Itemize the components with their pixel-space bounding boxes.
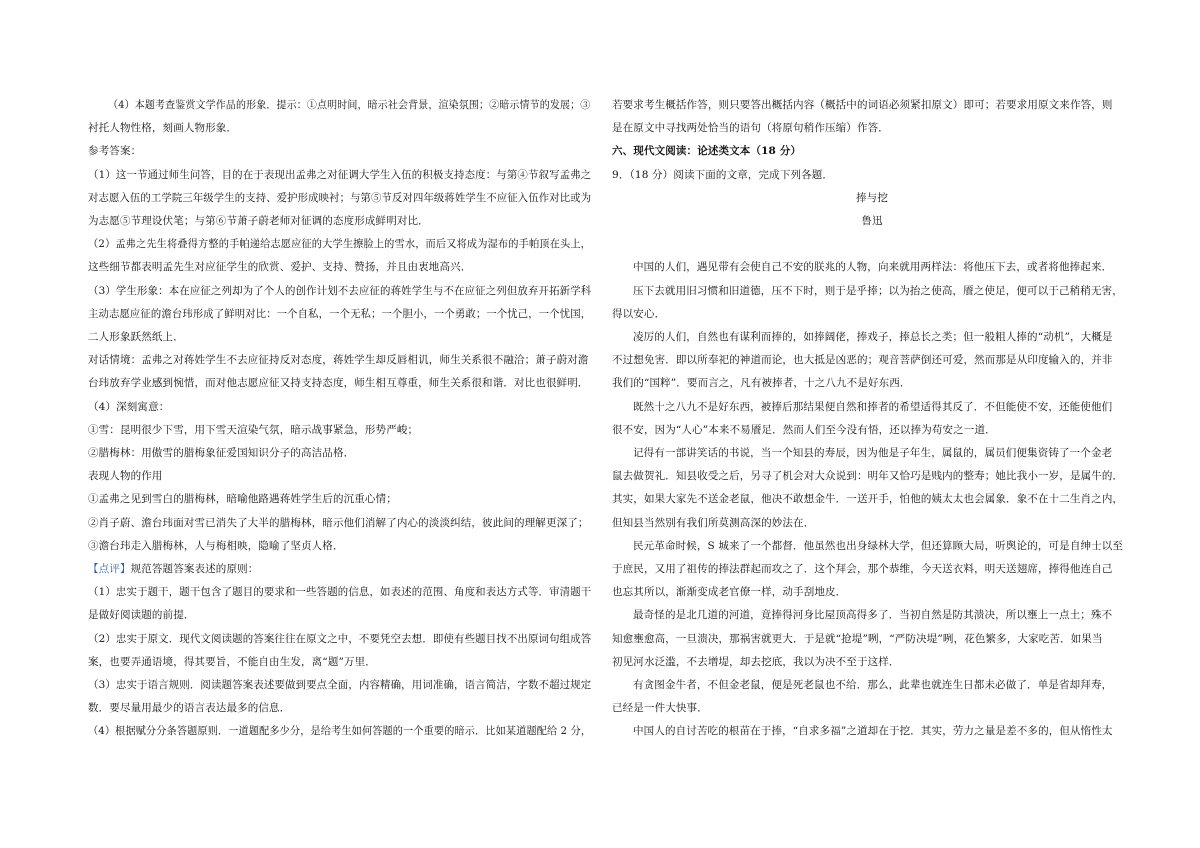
paragraph-line: 知愈壅愈高，一旦溃决，那祸害就更大．于是就“抢堤”咧，“严防决堤”咧，花色繁多，大家吃苦．如果当	[612, 632, 1103, 645]
continued-line: 若要求考生概括作答，则只要答出概括内容（概括中的词语必须紧扣原文）即可；若要求用原文来作答，则	[612, 99, 1113, 111]
rule-2-line: （2）忠实于原文．现代文阅读题的答案往往在原文之中，不要凭空去想．即使有些题目找不出原词句组成答	[88, 632, 592, 645]
paragraph-line: 但知县当然别有我们所莫测高深的妙法在．	[612, 516, 815, 529]
paragraph-line: 记得有一部讲笑话的书说，当一个知县的寿辰，因为他是子年生，属鼠的，属员们便集资铸了一个金老	[633, 447, 1113, 460]
question-9-prompt: 9．（18 分）阅读下面的文章，完成下列各题．	[612, 168, 834, 181]
answer-1-line: （1）这一节通过师生问答，目的在于表现出孟弗之对征调大学生入伍的积极支持态度：与第④节叙写孟弗之	[88, 168, 592, 181]
rule-1-line: 是做好阅读题的前提．	[88, 609, 195, 622]
article-title: 捧与挖	[856, 191, 888, 204]
section-title: 六、现代文阅读：论述类文本（18 分）	[612, 145, 802, 158]
paragraph-line: 既然十之八九不是好东西，被捧后那结果便自然和捧者的希望适得其反了．不但能使不安，还能使他们	[633, 400, 1113, 413]
reference-answer-heading: 参考答案：	[88, 145, 142, 158]
paragraph-line: 得以安心．	[612, 307, 666, 320]
paragraph-line: 民元革命时候，S 城来了一个都督．他虽然也出身绿林大学，但还算顾大局，听舆论的，可是自绅士以至	[633, 539, 1124, 552]
answer-3-line: 对话情境：孟弗之对蒋姓学生不去应征持反对态度，蒋姓学生却反唇相讥，师生关系很不融洽；萧子蔚对澹	[88, 354, 589, 367]
paragraph-line: 已经是一件大快事．	[612, 702, 708, 715]
rule-3-line: （3）忠实于语言规则．阅读题答案表述要做到要点全面，内容精确，用词准确，语言简洁，字数不超过规定	[88, 679, 592, 692]
article-column	[612, 94, 1132, 744]
paragraph-line: 也忘其所以，渐渐变成老官僚一样，动手刮地皮．	[612, 586, 847, 599]
paragraph-line: 初见河水泛滥，不去增堤，却去挖底，我以为决不至于这样．	[612, 655, 900, 668]
answer-3-line: 台玮放弃学业感到惋惜，而对他志愿应征又持支持态度，师生相互尊重，师生关系很和谐．对比也很鲜明．	[88, 377, 589, 390]
paragraph-line: 我们的“国粹”．要而言之，凡有被捧者，十之八九不是好东西．	[612, 377, 911, 390]
q4-note-line: （4）本题考查鉴赏文学作品的形象．提示：①点明时间，暗示社会背景，渲染氛围；②暗示情节的发展；③	[107, 99, 591, 111]
rule-4-line: （4）根据赋分分条答题原则．一道题配多少分，是给考生如何答题的一个重要的暗示．比如某道题配给 2 分，	[88, 725, 592, 738]
answer-4-line: ①雪：昆明很少下雪，用下雪天渲染气氛，暗示战事紧急，形势严峻；	[88, 423, 419, 436]
answer-4-line: 表现人物的作用	[88, 470, 163, 483]
review-heading	[88, 558, 591, 581]
rule-1-line: （1）忠实于题干，题干包含了题目的要求和一些答题的信息，如表述的范围、角度和表达方式等．审清题干	[88, 586, 592, 599]
paragraph-line: 其实，如果大家先不送金老鼠，他决不敢想金牛．一送开手，怕他的姨太太也会属象．象不在十二生肖之内，	[612, 493, 1124, 506]
answer-column	[88, 94, 591, 744]
answer-2-line: 这些细节都表明孟先生对应征学生的欣赏、爱护、支持、赞扬，并且由衷地高兴．	[88, 261, 472, 274]
answer-3-line: （3）学生形象：本在应征之列却为了个人的创作计划不去应征的蒋姓学生与不在应征之列但放弃开拓新学科	[88, 284, 592, 297]
paragraph-line: 很不安，因为“人心”本来不易餍足．然而人们至今没有悟，还以捧为苟安之一道．	[612, 423, 996, 436]
paragraph-line: 中国人的自讨苦吃的根苗在于捧，“自求多福”之道却在于挖．其实，劳力之量是差不多的，但从惰性太	[633, 725, 1113, 738]
q4-note-line: 衬托人物性格，刻画人物形象．	[88, 122, 238, 135]
paragraph-line: 最奇怪的是北几道的河道，竟捧得河身比屋顶高得多了．当初自然是防其溃决，所以壅上一点土；殊不	[633, 609, 1113, 622]
blank-line	[612, 233, 1132, 256]
answer-1-line: 为志愿⑤节理设伏笔；与第⑥节萧子蔚老师对征调的态度形成鲜明对比．	[88, 215, 429, 228]
answer-3-line: 二人形象跃然纸上．	[88, 331, 184, 344]
answer-4-line: ③澹台玮走入腊梅林，人与梅相映，隐喻了坚贞人格．	[88, 539, 344, 552]
answer-2-line: （2）孟弗之先生将叠得方整的手帕递给志愿应征的大学生擦脸上的雪水，而后又将成为湿布的手帕顶在头上，	[88, 238, 592, 251]
answer-4-line: ①孟弗之见到雪白的腊梅林，暗喻他路遇蒋姓学生后的沉重心情；	[88, 493, 397, 506]
continued-line: 是在原文中寻找两处恰当的语句（将原句稍作压缩）作答．	[612, 122, 889, 135]
paragraph-line: 压下去就用旧习惯和旧道德，压不下时，则于是乎捧；以为抬之使高，餍之使足，便可以于己稍稍无害，	[633, 284, 1123, 297]
paragraph-line: 中国的人们，遇见带有会使自己不安的朕兆的人物，向来就用两样法：将他压下去，或者将他捧起来．	[633, 261, 1113, 274]
paragraph-line: 于庶民，又用了祖传的捧法群起而攻之了．这个拜会，那个恭维，今天送衣料，明天送翅席，捧得他连自己	[612, 563, 1113, 576]
rule-3-line: 数．要尽量用最少的语言表达最多的信息．	[88, 702, 291, 715]
answer-4-line: ②腊梅林：用傲雪的腊梅象征爱国知识分子的高洁品格．	[88, 447, 355, 460]
paragraph-line: 不过想免害．即以所奉祀的神道而论，也大抵是凶恶的；观音菩萨倒还可爱，然而那是从印度输入的，并非	[612, 354, 1113, 367]
review-tag: 【点评】	[88, 563, 131, 576]
article-author: 鲁迅	[861, 215, 883, 228]
answer-4-heading: （4）深刻寓意：	[88, 400, 170, 413]
paragraph-line: 有贪图金牛者，不但金老鼠，便是死老鼠也不给．那么，此辈也就连生日都未必做了．单是省却拜寿，	[633, 679, 1113, 692]
rule-2-line: 案，也要弄通语境，得其要旨，不能自由生发，离“题”万里．	[88, 655, 376, 668]
answer-4-line: ②肖子蔚、澹台玮面对雪已消失了大半的腊梅林，暗示他们消解了内心的淡淡纠结，彼此间的理解更深了；	[88, 516, 589, 529]
paragraph-line: 鼠去做贺礼．知县收受之后，另寻了机会对大众说到：明年又恰巧是贱内的整寿；她比我小一岁，是属牛的．	[612, 470, 1124, 483]
paragraph-line: 凌厉的人们，自然也有谋利而捧的，如捧阔佬，捧戏子，捧总长之类；但一般粗人捧的“动机”，大概是	[633, 331, 1113, 344]
answer-1-line: 对志愿入伍的工学院三年级学生的支持、爱护形成映衬；与第⑤节反对四年级蒋姓学生不应征入伍作对比或为	[88, 191, 592, 204]
review-text: 规范答题答案表述的原则：	[130, 563, 259, 576]
answer-3-line: 主动志愿应征的澹台玮形成了鲜明对比：一个自私，一个无私；一个胆小，一个勇敢；一个忧己，一个忧国，	[88, 307, 592, 320]
